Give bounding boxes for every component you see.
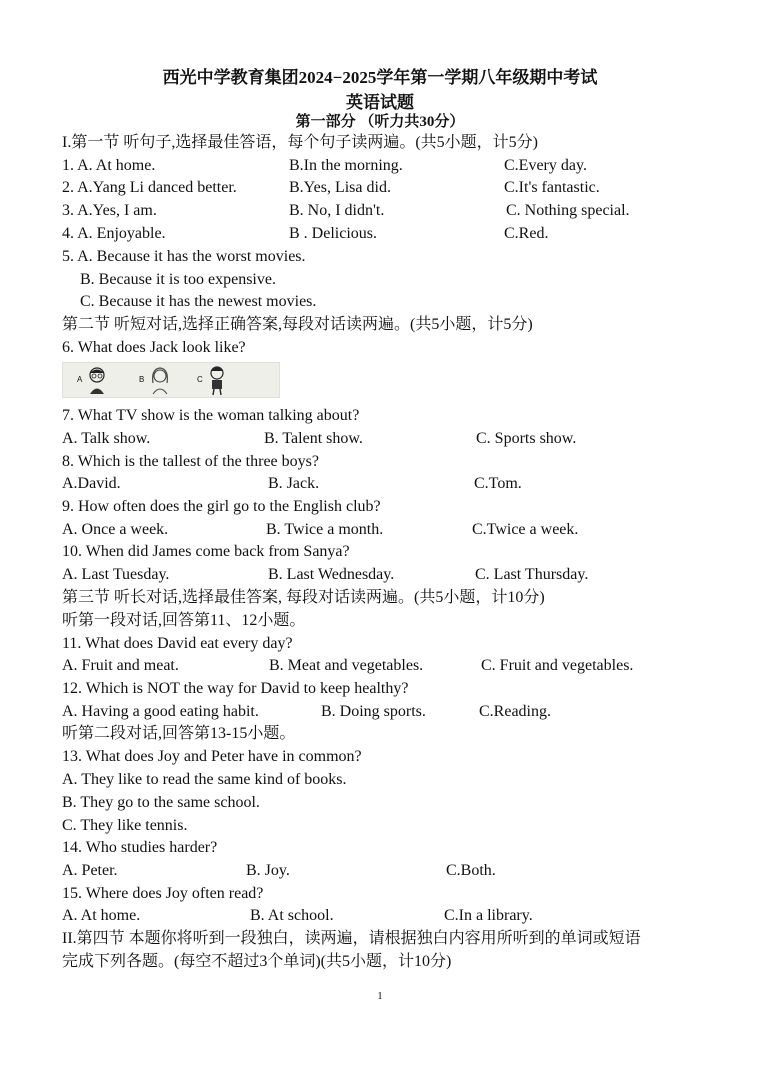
q2-option-a: 2. A.Yang Li danced better.: [62, 179, 237, 196]
q14-option-c: C.Both.: [446, 862, 496, 879]
q11-option-c: C. Fruit and vegetables.: [481, 657, 634, 674]
q6-stem: 6. What does Jack look like?: [62, 339, 246, 356]
q15-option-a: A. At home.: [62, 907, 141, 924]
q11-option-b: B. Meat and vegetables.: [269, 657, 424, 674]
boy-with-glasses-icon: [87, 365, 107, 395]
q3-option-a: 3. A.Yes, I am.: [62, 202, 157, 219]
dialog2-instruction: 听第二段对话,回答第13-15小题。: [62, 725, 296, 742]
q11-option-a: A. Fruit and meat.: [62, 657, 179, 674]
q14-option-b: B. Joy.: [246, 862, 290, 879]
q7-option-b: B. Talent show.: [264, 430, 363, 447]
section4-heading-line2: 完成下列各题。(每空不超过3个单词)(共5小题，计10分): [62, 953, 452, 970]
q10-option-a: A. Last Tuesday.: [62, 566, 170, 583]
q6-label-b: B: [139, 375, 145, 384]
q11-stem: 11. What does David eat every day?: [62, 635, 293, 652]
q12-option-a: A. Having a good eating habit.: [62, 703, 259, 720]
q6-label-c: C: [197, 375, 203, 384]
page-number: 1: [377, 990, 383, 1002]
q12-option-c: C.Reading.: [479, 703, 551, 720]
q12-option-b: B. Doing sports.: [321, 703, 426, 720]
q8-option-a: A.David.: [62, 475, 121, 492]
q7-option-c: C. Sports show.: [476, 430, 577, 447]
q13-option-b: B. They go to the same school.: [62, 794, 260, 811]
q3-option-b: B. No, I didn't.: [289, 202, 385, 219]
section3-heading: 第三节 听长对话,选择最佳答案, 每段对话读两遍。(共5小题，计10分): [62, 589, 545, 606]
boy-short-hair-icon: [207, 364, 227, 396]
q13-stem: 13. What does Joy and Peter have in common?: [62, 748, 362, 765]
q10-option-c: C. Last Thursday.: [475, 566, 589, 583]
q6-label-a: A: [77, 375, 83, 384]
q15-option-b: B. At school.: [250, 907, 334, 924]
q7-option-a: A. Talk show.: [62, 430, 151, 447]
q4-option-c: C.Red.: [504, 225, 549, 242]
q1-option-a: 1. A. At home.: [62, 157, 156, 174]
q9-stem: 9. How often does the girl go to the English club?: [62, 498, 381, 515]
q12-stem: 12. Which is NOT the way for David to keep healthy?: [62, 680, 409, 697]
q2-option-c: C.It's fantastic.: [504, 179, 600, 196]
part-heading: 第一部分 （听力共30分）: [295, 114, 465, 130]
q15-stem: 15. Where does Joy often read?: [62, 885, 264, 902]
exam-title: 西光中学教育集团2024−2025学年第一学期八年级期中考试: [162, 68, 598, 87]
long-hair-person-icon: [149, 365, 171, 395]
section1-heading: I.第一节 听句子,选择最佳答语，每个句子读两遍。(共5小题，计5分): [62, 134, 538, 151]
q3-option-c: C. Nothing special.: [506, 202, 630, 219]
q10-stem: 10. When did James come back from Sanya?: [62, 543, 350, 560]
q9-option-b: B. Twice a month.: [266, 521, 384, 538]
q9-option-c: C.Twice a week.: [472, 521, 579, 538]
q7-stem: 7. What TV show is the woman talking about?: [62, 407, 360, 424]
section4-heading-line1: II.第四节 本题你将听到一段独白，读两遍，请根据独白内容用所听到的单词或短语: [62, 930, 641, 947]
q14-option-a: A. Peter.: [62, 862, 118, 879]
q6-picture-options: [62, 362, 280, 398]
q4-option-a: 4. A. Enjoyable.: [62, 225, 166, 242]
section2-heading: 第二节 听短对话,选择正确答案,每段对话读两遍。(共5小题，计5分): [62, 316, 533, 333]
dialog1-instruction: 听第一段对话,回答第11、12小题。: [62, 612, 306, 629]
q9-option-a: A. Once a week.: [62, 521, 169, 538]
q8-option-c: C.Tom.: [474, 475, 522, 492]
q15-option-c: C.In a library.: [444, 907, 533, 924]
exam-subtitle: 英语试题: [346, 93, 414, 112]
q5-option-b: B. Because it is too expensive.: [80, 271, 276, 288]
q5-option-a: 5. A. Because it has the worst movies.: [62, 248, 306, 265]
q5-option-c: C. Because it has the newest movies.: [80, 293, 317, 310]
q1-option-b: B.In the morning.: [289, 157, 403, 174]
q8-stem: 8. Which is the tallest of the three boys?: [62, 453, 319, 470]
q1-option-c: C.Every day.: [504, 157, 587, 174]
q4-option-b: B . Delicious.: [289, 225, 377, 242]
q8-option-b: B. Jack.: [268, 475, 320, 492]
q13-option-c: C. They like tennis.: [62, 817, 188, 834]
q14-stem: 14. Who studies harder?: [62, 839, 218, 856]
q13-option-a: A. They like to read the same kind of books.: [62, 771, 347, 788]
q2-option-b: B.Yes, Lisa did.: [289, 179, 391, 196]
q10-option-b: B. Last Wednesday.: [268, 566, 395, 583]
